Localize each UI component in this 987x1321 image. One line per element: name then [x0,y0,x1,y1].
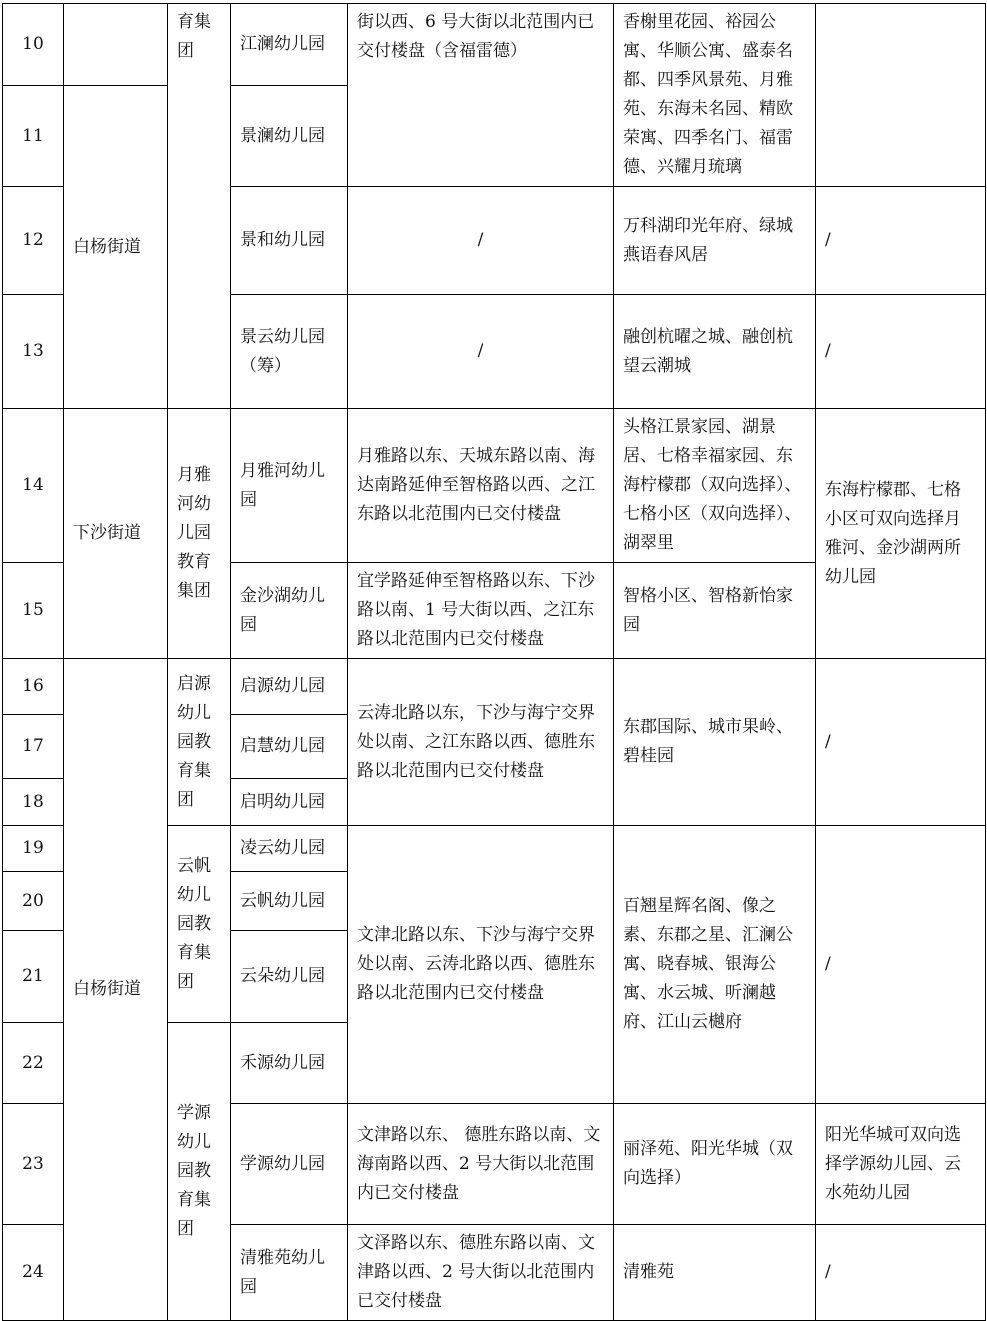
service-area: / [348,187,614,295]
kindergarten-name: 启慧幼儿园 [231,715,348,779]
service-area: 文津北路以东、下沙与海宁交界处以南、云涛北路以西、德胜东路以北范围内已交付楼盘 [348,826,614,1104]
kindergarten-name: 景云幼儿园（筹） [231,295,348,409]
row-number: 23 [3,1104,64,1225]
estate-list: 融创杭曜之城、融创杭望云潮城 [614,295,816,409]
kindergarten-name: 江澜幼儿园 [231,4,348,86]
row-number: 13 [3,295,64,409]
table-row [3,4,986,86]
group-cell: 育集团 [168,4,231,409]
estate-list: 万科湖印光年府、绿城燕语春风居 [614,187,816,295]
service-area: / [348,295,614,409]
street-cell: 下沙街道 [64,409,168,659]
row-number: 18 [3,779,64,826]
street-cell: 白杨街道 [64,659,168,1321]
kindergarten-name: 清雅苑幼儿园 [231,1225,348,1321]
street-cell-empty [64,4,168,86]
kindergarten-name: 云朵幼儿园 [231,931,348,1023]
street-cell: 白杨街道 [64,86,168,409]
row-number: 20 [3,872,64,931]
service-area: 月雅路以东、天城东路以南、海达南路延伸至智格路以西、之江东路以北范围内已交付楼盘 [348,409,614,563]
service-area: 街以西、6 号大街以北范围内已交付楼盘（含福雷德） [348,4,614,187]
estate-list: 智格小区、智格新怡家园 [614,563,816,659]
kindergarten-name: 凌云幼儿园 [231,826,348,872]
group-cell: 启源幼儿园教育集团 [168,659,231,826]
note-cell: 阳光华城可双向选择学源幼儿园、云水苑幼儿园 [816,1104,986,1225]
row-number: 17 [3,715,64,779]
service-area: 文津路以东、 德胜东路以南、文海南路以西、2 号大街以北范围内已交付楼盘 [348,1104,614,1225]
note-cell: / [816,1225,986,1321]
service-area: 文泽路以东、德胜东路以南、文津路以西、2 号大街以北范围内已交付楼盘 [348,1225,614,1321]
group-cell: 学源幼儿园教育集团 [168,1023,231,1321]
kindergarten-name: 金沙湖幼儿园 [231,563,348,659]
estate-list: 清雅苑 [614,1225,816,1321]
estate-list: 东郡国际、城市果岭、碧桂园 [614,659,816,826]
row-number: 16 [3,659,64,715]
note-cell: 东海柠檬郡、七格小区可双向选择月雅河、金沙湖两所幼儿园 [816,409,986,659]
kindergarten-name: 禾源幼儿园 [231,1023,348,1104]
note-cell: / [816,659,986,826]
kindergarten-district-table [2,3,986,1321]
row-number: 12 [3,187,64,295]
row-number: 10 [3,4,64,86]
estate-list: 头格江景家园、湖景居、七格幸福家园、东海柠檬郡（双向选择）、七格小区（双向选择）、湖翠里 [614,409,816,563]
group-cell: 云帆幼儿园教育集团 [168,826,231,1023]
kindergarten-name: 景和幼儿园 [231,187,348,295]
kindergarten-name: 景澜幼儿园 [231,86,348,187]
row-number: 22 [3,1023,64,1104]
kindergarten-name: 云帆幼儿园 [231,872,348,931]
row-number: 11 [3,86,64,187]
row-number: 21 [3,931,64,1023]
kindergarten-name: 月雅河幼儿园 [231,409,348,563]
note-cell [816,4,986,187]
estate-list: 香榭里花园、裕园公寓、华顺公寓、盛泰名都、四季风景苑、月雅苑、东海未名园、精欧荣寓、四季名门、福雷德、兴耀月琉璃 [614,4,816,187]
note-cell: / [816,187,986,295]
service-area: 宜学路延伸至智格路以东、下沙路以南、1 号大街以西、之江东路以北范围内已交付楼盘 [348,563,614,659]
kindergarten-name: 启源幼儿园 [231,659,348,715]
service-area: 云涛北路以东，下沙与海宁交界处以南、之江东路以西、德胜东路以北范围内已交付楼盘 [348,659,614,826]
note-cell: / [816,826,986,1104]
kindergarten-name: 启明幼儿园 [231,779,348,826]
estate-list: 丽泽苑、阳光华城（双向选择） [614,1104,816,1225]
row-number: 19 [3,826,64,872]
table-row [3,659,986,715]
row-number: 14 [3,409,64,563]
row-number: 15 [3,563,64,659]
group-cell: 月雅河幼儿园教育集团 [168,409,231,659]
estate-list: 百翘星辉名阁、像之素、东郡之星、汇澜公寓、晓春城、银海公寓、水云城、听澜越府、江山云樾府 [614,826,816,1104]
row-number: 24 [3,1225,64,1321]
note-cell: / [816,295,986,409]
kindergarten-name: 学源幼儿园 [231,1104,348,1225]
table-row [3,409,986,563]
